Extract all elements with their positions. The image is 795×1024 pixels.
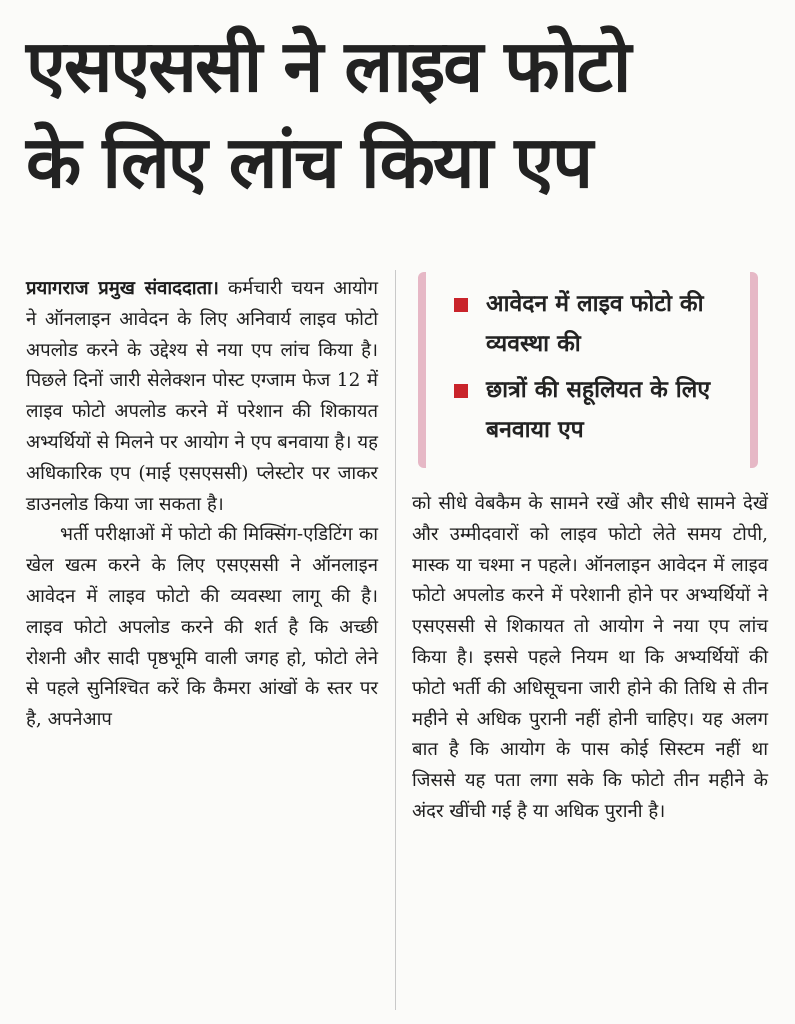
article-left-column [26,274,378,736]
headline-line-2: के लिए लांच किया एप [26,120,592,204]
article-right-column [412,489,768,828]
article-paragraph-1 [26,274,378,520]
headline-line-1: एसएससी ने लाइव फोटो [26,24,630,108]
highlight-item [454,370,736,450]
highlights-box [418,272,758,468]
highlight-text: छात्रों की सहूलियत के लिए बनवाया एप [486,377,711,443]
article-paragraph-2: भर्ती परीक्षाओं में फोटो की मिक्सिंग-एडिटिंग का खेल खत्म करने के लिए एसएससी ने ऑनलाइन आवेदन में लाइव फोटो की व्यवस्था लागू की है। लाइव फोटो अपलोड करने की शर्त है कि अच्छी रोशनी और सादी पृष्ठभूमि वाली जगह हो, फोटो लेने से पहले सुनिश्चित करें कि कैमरा आंखों के स्तर पर है, अपनेआप [26,524,378,731]
headline [26,18,776,210]
square-bullet-icon [454,384,468,398]
square-bullet-icon [454,298,468,312]
column-divider [395,270,396,1010]
article-paragraph-1-text: कर्मचारी चयन आयोग ने ऑनलाइन आवेदन के लिए अनिवार्य लाइव फोटो अपलोड करने के उद्देश्य से नया एप लांच किया है। पिछले दिनों जारी सेलेक्शन पोस्ट एग्जाम फेज 12 में लाइव फोटो अपलोड करने में परेशान की शिकायत अभ्यर्थियों से मिलने पर आयोग ने एप बनवाया है। यह अधिकारिक एप (माई एसएससी) प्लेस्टोर पर जाकर डाउनलोड किया जा सकता है। [26,278,378,515]
highlight-text: आवेदन में लाइव फोटो की व्यवस्था की [486,291,704,357]
article-paragraph-3: को सीधे वेबकैम के सामने रखें और सीधे सामने देखें और उम्मीदवारों को लाइव फोटो लेते समय टोपी, मास्क या चश्मा न पहले। ऑनलाइन आवेदन में लाइव फोटो अपलोड करने में परेशानी होने पर अभ्यर्थियों ने एसएससी से शिकायत तो आयोग ने नया एप लांच किया है। इससे पहले नियम था कि अभ्यर्थियों की फोटो भर्ती की अधिसूचना जारी होने की तिथि से तीन महीने से अधिक पुरानी नहीं होनी चाहिए। यह अलग बात है कि आयोग के पास कोई सिस्टम नहीं था जिससे यह पता लगा सके कि फोटो तीन महीने के अंदर खींची गई है या अधिक पुरानी है। [412,493,768,822]
byline: प्रयागराज प्रमुख संवाददाता। [26,278,219,299]
highlight-item [454,284,736,364]
